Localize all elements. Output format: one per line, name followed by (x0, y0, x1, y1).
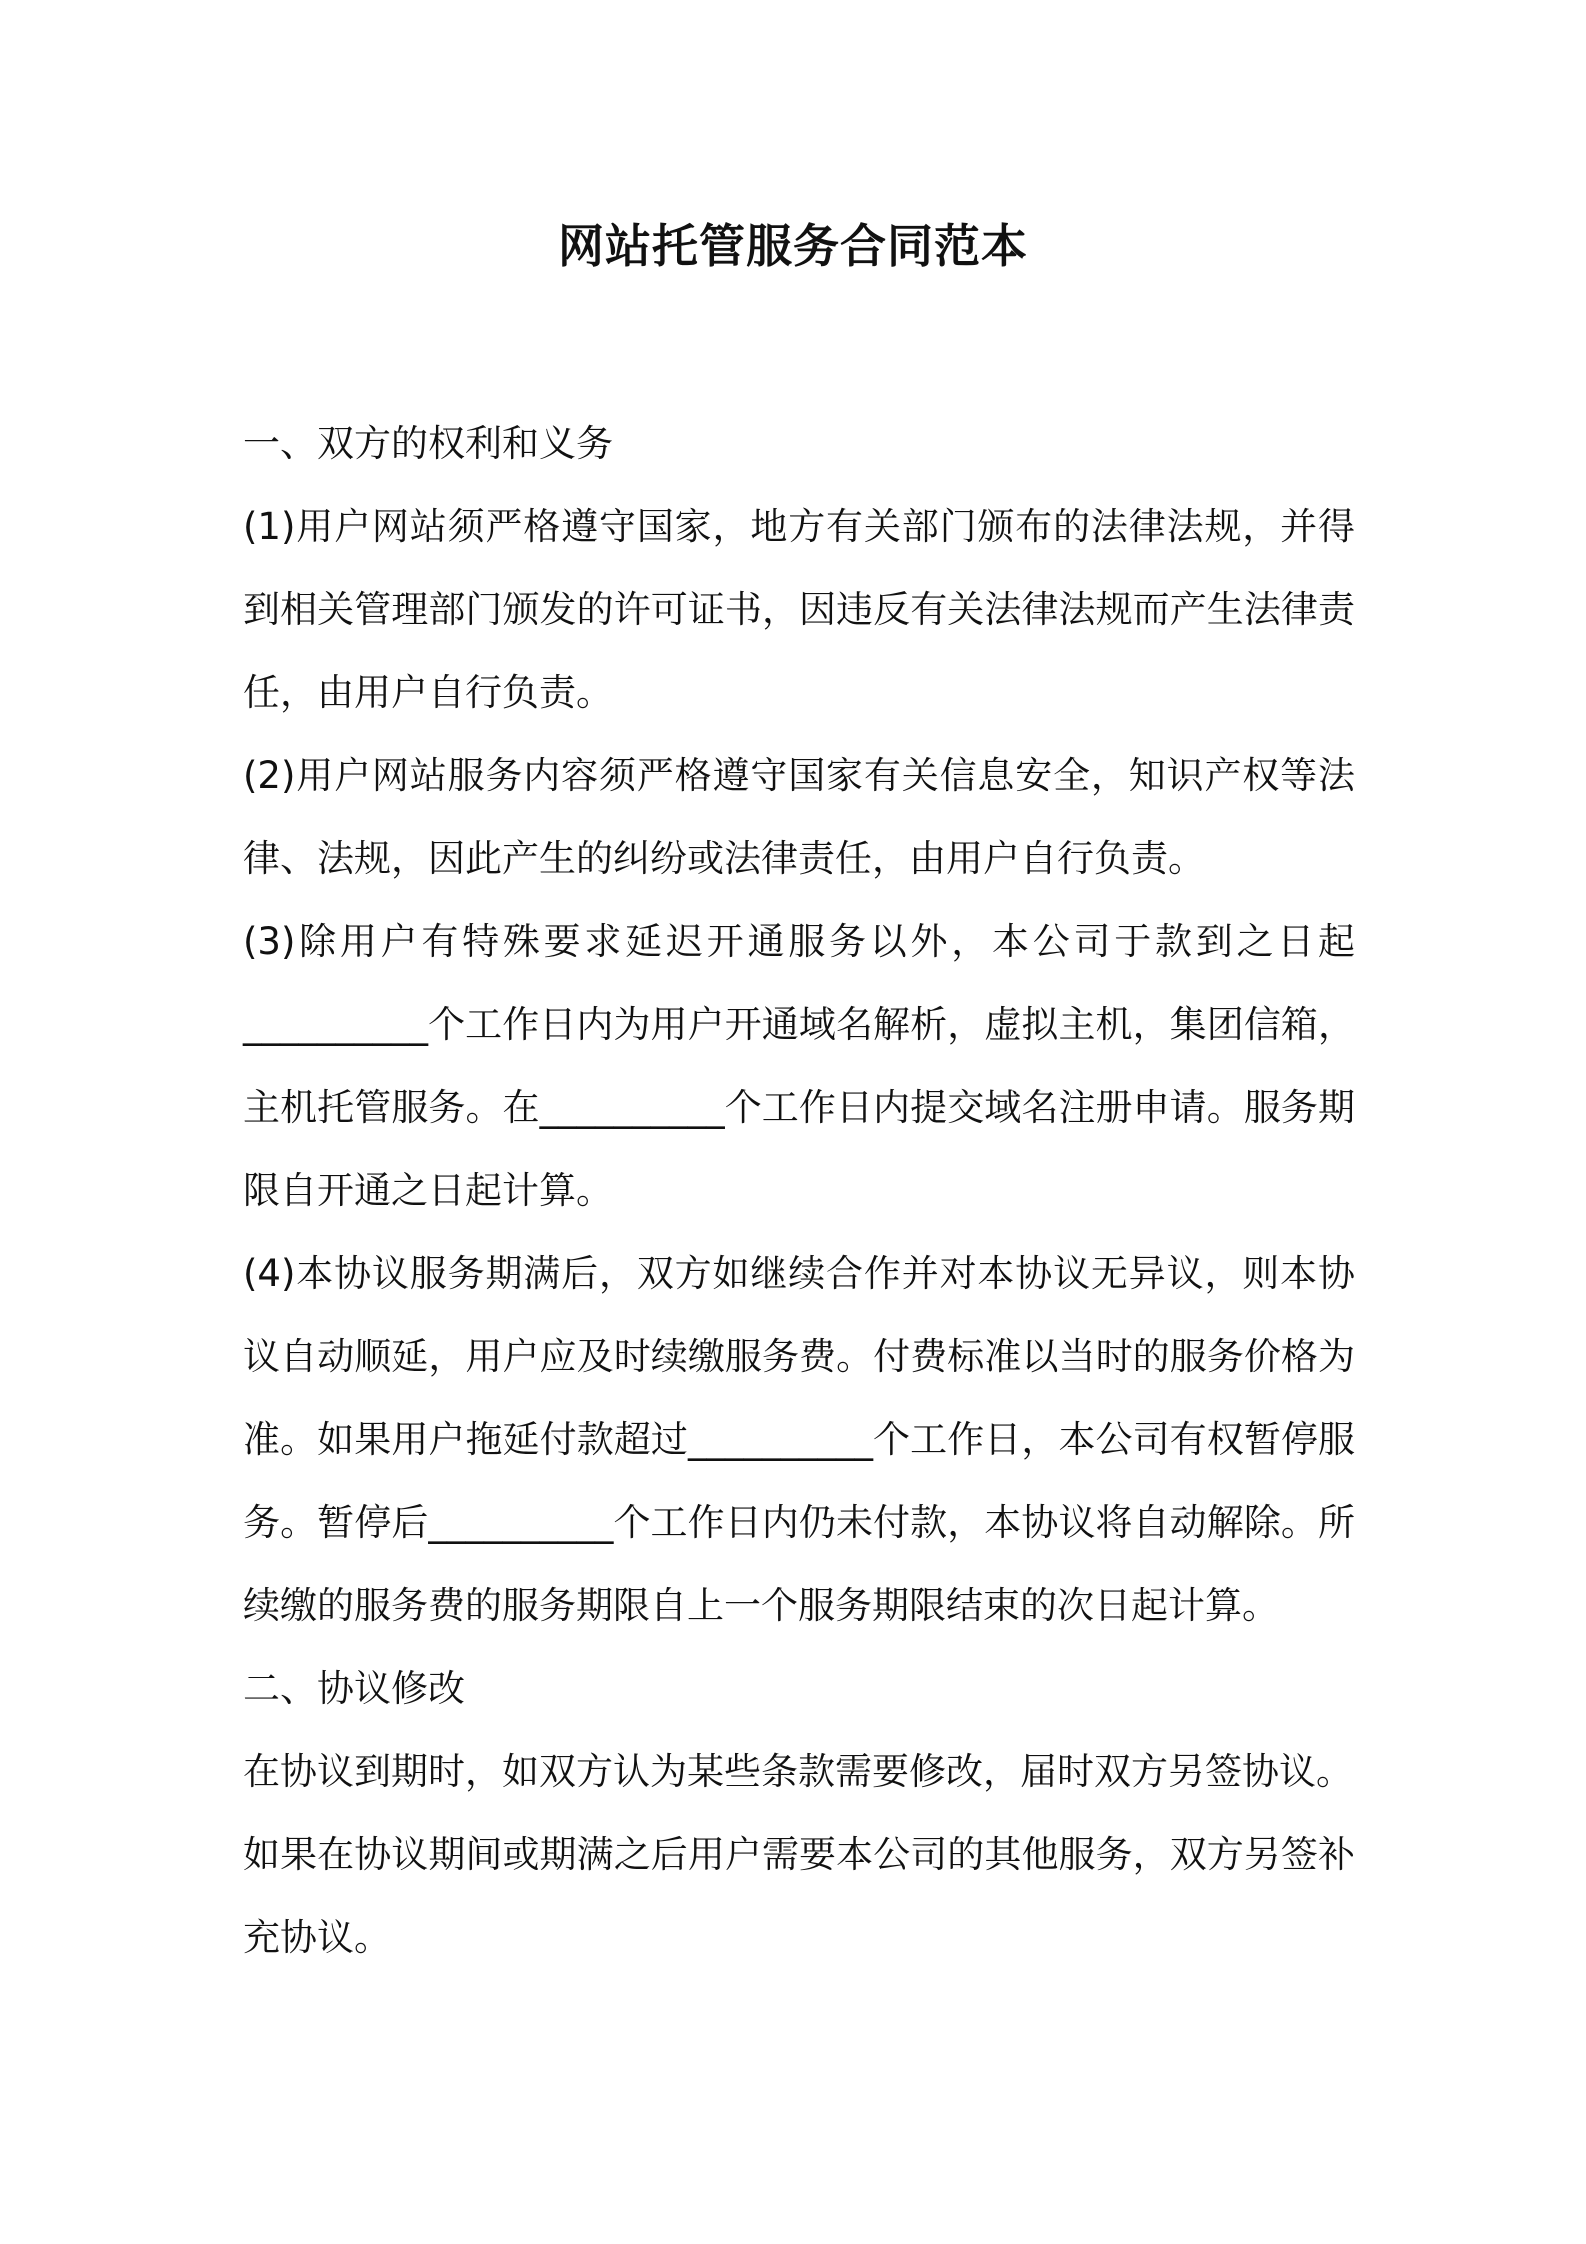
document-body (243, 402, 1355, 1979)
section-heading-amendment: 二、协议修改 (243, 1667, 465, 1710)
section-heading-rights: 一、双方的权利和义务 (243, 422, 613, 465)
amendment-paragraph-1: 在协议到期时，如双方认为某些条款需要修改，届时双方另签协议。 (243, 1750, 1353, 1793)
clause-3: (3)除用户有特殊要求延迟开通服务以外，本公司于款到之日起__________个工作日内为用户开通域名解析，虚拟主机，集团信箱，主机托管服务。在__________个工作日内提交域名注册申请。服务期限自开通之日起计算。 (243, 920, 1355, 1212)
amendment-paragraph-2: 如果在协议期间或期满之后用户需要本公司的其他服务，双方另签补充协议。 (243, 1833, 1355, 1959)
clause-2: (2)用户网站服务内容须严格遵守国家有关信息安全，知识产权等法律、法规，因此产生的纠纷或法律责任，由用户自行负责。 (243, 754, 1355, 880)
clause-1: (1)用户网站须严格遵守国家，地方有关部门颁布的法律法规，并得到相关管理部门颁发的许可证书，因违反有关法律法规而产生法律责任，由用户自行负责。 (243, 505, 1355, 714)
document-title: 网站托管服务合同范本 (558, 219, 1028, 273)
clause-4: (4)本协议服务期满后，双方如继续合作并对本协议无异议，则本协议自动顺延，用户应及时续缴服务费。付费标准以当时的服务价格为准。如果用户拖延付款超过__________个工作日，本公司有权暂停服务。暂停后__________个工作日内仍未付款，本协议将自动解除。所续缴的服务费的服务期限自上一个服务期限结束的次日起计算。 (243, 1252, 1355, 1627)
